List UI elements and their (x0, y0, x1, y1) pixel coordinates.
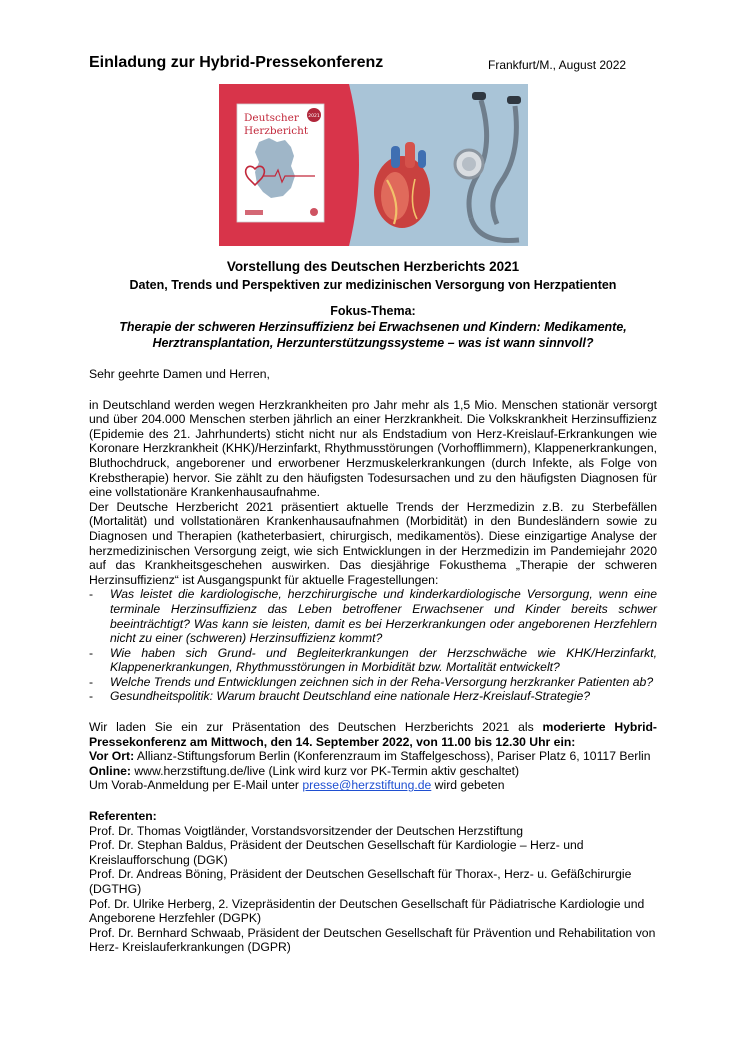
page-title: Einladung zur Hybrid-Pressekonferenz (89, 54, 384, 71)
list-item: - Wie haben sich Grund- und Begleiterkrankungen der Herzschwäche wie KHK/Herzinfarkt, Klappenerkrankungen, Rhythmusstörungen in Morbidität bzw. Mortalität entwickelt? (89, 645, 657, 675)
subtitle: Daten, Trends und Perspektiven zur medizinischen Versorgung von Herzpatienten (129, 278, 617, 292)
speaker-item: Prof. Dr. Andreas Böning, Präsident der Deutschen Gesellschaft für Thorax-, Herz- u. Gefäßchirurgie (DGTHG) (89, 867, 632, 896)
focus-label: Fokus-Thema: (330, 304, 416, 318)
focus-text: Therapie der schweren Herzinsuffizienz bei Erwachsenen und Kindern: Medikamente, Herztransplantation, Herzunterstützungssysteme – was ist wann sinnvoll? (119, 320, 627, 350)
book-cover (237, 104, 324, 222)
registration-line: Um Vorab-Anmeldung per E-Mail unter presse@herzstiftung.de wird gebeten (89, 778, 505, 793)
book-title-line1: Deutscher (244, 112, 299, 124)
question-list (89, 587, 657, 704)
speaker-item: Prof. Dr. Bernhard Schwaab, Präsident der Deutschen Gesellschaft für Prävention und Rehabilitation von Herz- Kreislauferkrankungen (DGPR) (89, 925, 656, 955)
letter-body (89, 367, 657, 955)
online-line: Online: www.herzstiftung.de/live (Link wird kurz vor PK-Termin aktiv geschaltet) (89, 763, 520, 778)
invitation-paragraph: Wir laden Sie ein zur Präsentation des Deutschen Herzberichts 2021 als moderierte Hybrid-Pressekonferenz am Mittwoch, den 14. September 2022, von 11.00 bis 12.30 Uhr ein: (89, 720, 657, 749)
list-item: - Gesundheitspolitik: Warum braucht Deutschland eine nationale Herz-Kreislauf-Strategie? (89, 689, 591, 704)
main-title: Vorstellung des Deutschen Herzberichts 2021 (226, 259, 520, 274)
paragraph-2: Der Deutsche Herzbericht 2021 präsentiert aktuelle Trends der Herzmedizin z.B. zu Sterbefällen (Mortalität) und vollstationären Krankenhausaufnahmen (Morbidität) in den Bundesländern sowie zu Diagnosen und Therapien (katheterbasiert, chirurgisch, medikamentös). Diese einzigartige Analyse der herzmedizinischen Versorgung zeigt, wie sich Entwicklungen in der Herzmedizin im Pandemiejahr 2020 auf das Krankheitsgeschehen auswirken. Das diesjährige Fokusthema „Therapie der schweren Herzinsuffizienz“ ist Ausgangspunkt für aktuelle Fragestellungen: (89, 499, 657, 587)
email-link[interactable]: presse@herzstiftung.de (302, 778, 432, 793)
place-date: Frankfurt/M., August 2022 (488, 58, 627, 72)
venue-line: Vor Ort: Allianz-Stiftungsforum Berlin (Konferenzraum im Staffelgeschoss), Pariser Platz 6, 10117 Berlin (89, 749, 651, 764)
event-date: moderierte Hybrid-Pressekonferenz am Mittwoch, den 14. September 2022, von 11.00 bis 12.30 Uhr ein: (89, 720, 657, 749)
speaker-item: Prof. Dr. Stephan Baldus, Präsident der Deutschen Gesellschaft für Kardiologie – Herz- und Kreislaufforschung (DGK) (89, 838, 584, 867)
speaker-item: Prof. Dr. Thomas Voigtländer, Vorstandsvorsitzender der Deutschen Herzstiftung (89, 823, 524, 838)
salutation: Sehr geehrte Damen und Herren, (89, 367, 270, 381)
speakers-heading: Referenten: (89, 809, 157, 824)
hero-image (219, 84, 528, 246)
paragraph-1: in Deutschland werden wegen Herzkrankheiten pro Jahr mehr als 1,5 Mio. Menschen stationär versorgt und über 204.000 Menschen sterben jährlich an einer Herzkrankheit. Die Volkskrankheit Herzinsuffizienz (Epidemie des 21. Jahrhunderts) sticht nicht nur als Endstadium von Herz-Kreislauf-Erkrankungen wie Koronare Herzkrankheit (KHK)/Herzinfarkt, Rhythmusstörungen (Vorhofflimmern), Klappenerkrankungen, Bluthochdruck, angeborener und erworbener Herzmuskelerkrankungen (durch Infekte, als Folge von Krebstherapie) hervor. Sie zählt zu den häufigsten Todesursachen und zu den häufigsten Diagnosen für eine vollstationäre Krankenhausaufnahme. (89, 397, 657, 500)
speaker-item: Pof. Dr. Ulrike Herberg, 2. Vizepräsidentin der Deutschen Gesellschaft für Pädiatrische Kardiologie und Angeborene Herzfehler (DGPK) (89, 896, 645, 926)
list-item: - Welche Trends und Entwicklungen zeichnen sich in der Reha-Versorgung herzkranker Patienten ab? (89, 674, 654, 689)
title-block (89, 258, 657, 351)
book-title-line2: Herzbericht (244, 125, 309, 137)
germany-map (255, 138, 295, 198)
list-item: - Was leistet die kardiologische, herzchirurgische und kinderkardiologische Versorgung, wenn eine terminale Herzinsuffizienz das Leben betroffener Erwachsener und Kinder bereits schwer beeinträchtigt? Was kann sie leisten, damit es bei Herzerkrankungen oder angeborenen Herzfehlern nicht zu einer (schweren) Herzinsuffizienz kommt? (89, 587, 657, 646)
hero-illustration (219, 84, 528, 246)
book-year: 2021 (308, 114, 320, 119)
